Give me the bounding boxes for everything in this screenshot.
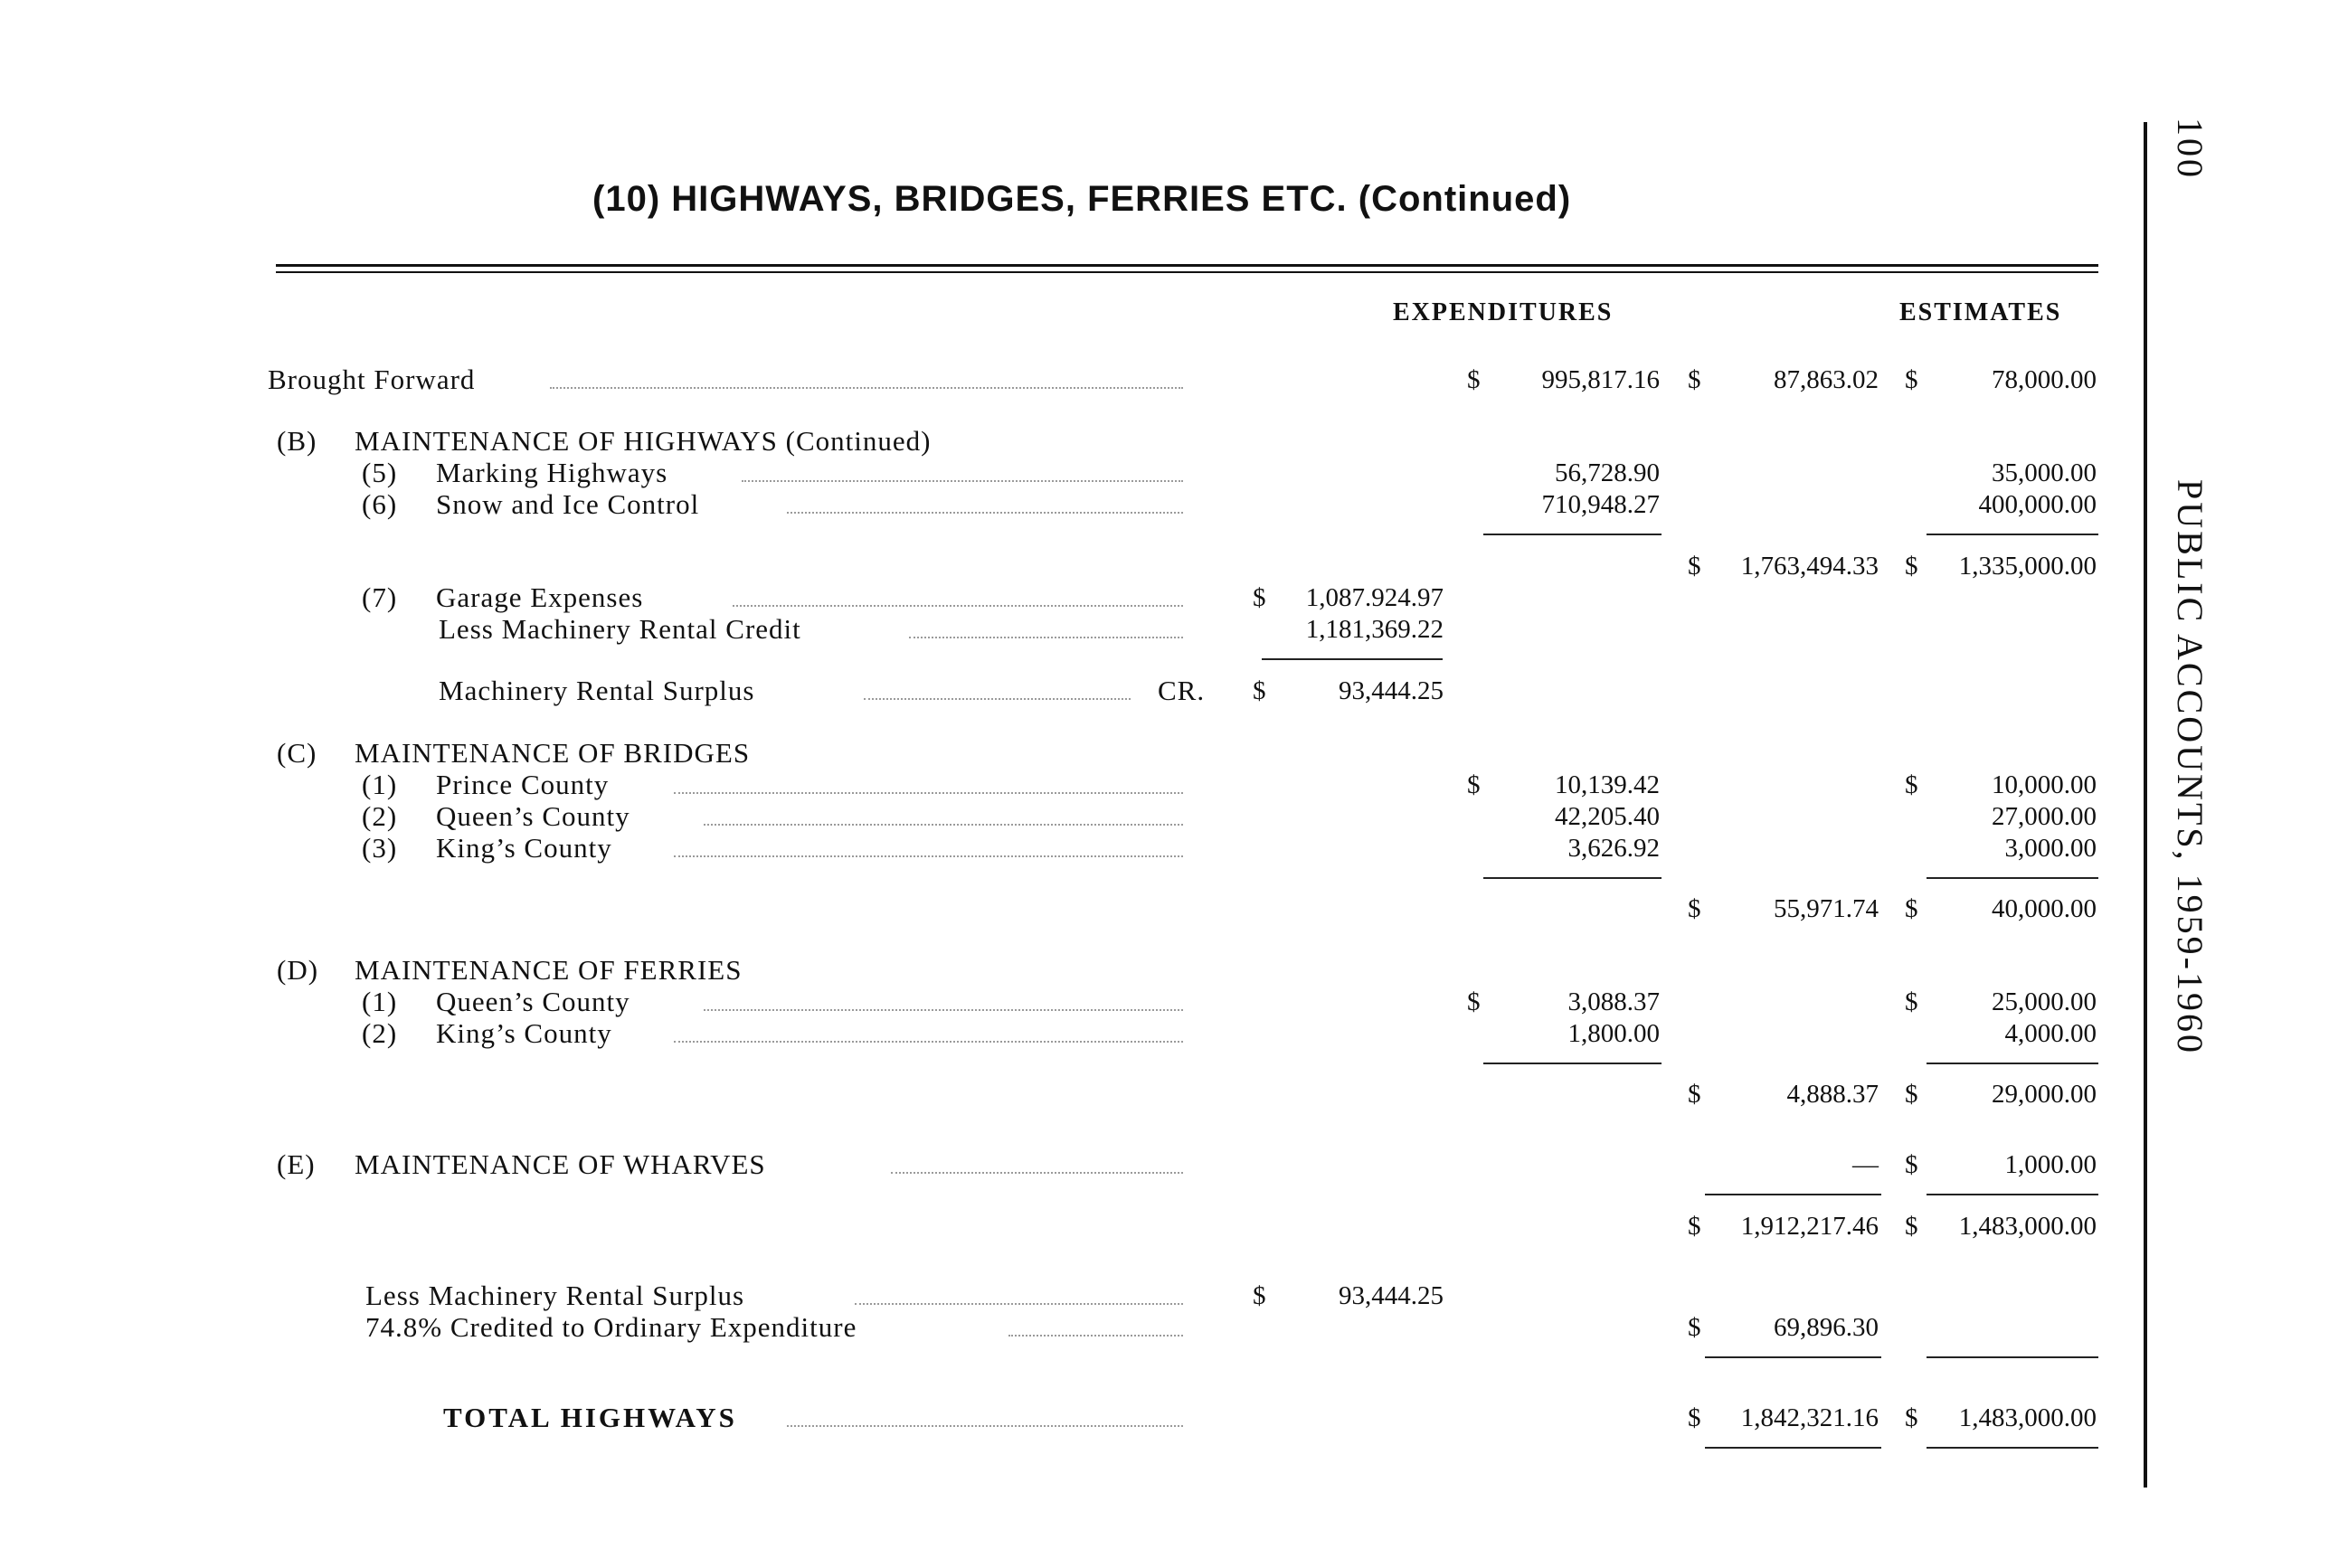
garage-expenses-amount: 1,087.924.97 [1305, 583, 1444, 612]
item-expenditure: 42,205.40 [1555, 802, 1660, 831]
currency-sign: $ [1905, 1212, 1918, 1241]
column-header-estimates: ESTIMATES [1899, 298, 2062, 326]
item-expenditure: 1,800.00 [1567, 1019, 1660, 1048]
item-label: King’s County [436, 1017, 612, 1049]
section-letter: (E) [277, 1148, 316, 1180]
leader-dots [742, 480, 1183, 482]
leader-dots [891, 1172, 1183, 1174]
item-number: (1) [362, 986, 398, 1017]
item-expenditure: 710,948.27 [1541, 490, 1660, 519]
total-rule [1705, 1447, 1881, 1449]
item-number: (1) [362, 769, 398, 800]
currency-sign: $ [1688, 1403, 1701, 1432]
currency-sign: $ [1467, 770, 1481, 799]
sum-rule [1483, 877, 1662, 879]
brought-forward-estimate: 78,000.00 [1992, 365, 2097, 394]
total-estimate: 1,483,000.00 [1958, 1403, 2097, 1432]
section-title: MAINTENANCE OF WHARVES [355, 1148, 766, 1180]
section-letter: (B) [277, 425, 317, 457]
credited-label: 74.8% Credited to Ordinary Expenditure [365, 1311, 857, 1343]
total-highways-label: TOTAL HIGHWAYS [443, 1402, 737, 1433]
section-title: MAINTENANCE OF FERRIES [355, 954, 743, 986]
section-title: MAINTENANCE OF BRIDGES [355, 737, 751, 769]
item-number: (2) [362, 800, 398, 832]
item-label: Queen’s County [436, 800, 630, 832]
margin-vertical-rule [2144, 122, 2147, 1488]
item-label: Less Machinery Rental Credit [439, 613, 801, 645]
grand-subtotal-estimate: 1,483,000.00 [1958, 1212, 2097, 1241]
item-expenditure: 3,088.37 [1567, 987, 1660, 1016]
leader-dots [550, 387, 1183, 389]
page-number: 100 [2170, 118, 2211, 180]
sum-rule [1927, 534, 2098, 535]
section-title: MAINTENANCE OF HIGHWAYS (Continued) [355, 425, 932, 457]
item-number: (3) [362, 832, 398, 864]
total-expenditure: 1,842,321.16 [1740, 1403, 1879, 1432]
leader-dots [674, 792, 1183, 794]
item-label: Prince County [436, 769, 610, 800]
item-estimate: 27,000.00 [1992, 802, 2097, 831]
credit-marker: CR. [1158, 675, 1206, 706]
leader-dots [787, 1425, 1183, 1427]
currency-sign: $ [1905, 987, 1918, 1016]
less-surplus-label: Less Machinery Rental Surplus [365, 1280, 745, 1311]
sum-rule [1927, 877, 2098, 879]
item-label: Queen’s County [436, 986, 630, 1017]
item-label: King’s County [436, 832, 612, 864]
currency-sign: $ [1688, 365, 1701, 394]
sum-rule [1483, 534, 1662, 535]
sum-rule [1927, 1063, 2098, 1064]
section-estimate-total: 29,000.00 [1992, 1080, 2097, 1109]
item-label: Garage Expenses [436, 581, 644, 613]
leader-dots [909, 637, 1183, 638]
section-subtotal: — [1852, 1150, 1879, 1179]
currency-sign: $ [1905, 1403, 1918, 1432]
sum-rule [1705, 1356, 1881, 1358]
item-expenditure: 3,626.92 [1567, 834, 1660, 863]
section-subtotal: 1,763,494.33 [1740, 552, 1879, 581]
less-surplus-amount: 93,444.25 [1339, 1281, 1444, 1310]
column-header-expenditures: EXPENDITURES [1393, 298, 1614, 326]
section-letter: (C) [277, 737, 317, 769]
leader-dots [855, 1303, 1183, 1305]
running-head: PUBLIC ACCOUNTS, 1959-1960 [2170, 479, 2211, 1055]
currency-sign: $ [1688, 552, 1701, 581]
section-estimate-total: 40,000.00 [1992, 894, 2097, 923]
item-estimate: 10,000.00 [1992, 770, 2097, 799]
item-expenditure: 56,728.90 [1555, 458, 1660, 487]
leader-dots [704, 1009, 1183, 1011]
currency-sign: $ [1905, 1080, 1918, 1109]
item-estimate: 3,000.00 [2004, 834, 2097, 863]
section-estimate-total: 1,335,000.00 [1958, 552, 2097, 581]
leader-dots [787, 512, 1183, 514]
total-rule [1927, 1447, 2098, 1449]
currency-sign: $ [1467, 365, 1481, 394]
section-letter: (D) [277, 954, 319, 986]
brought-forward-label: Brought Forward [268, 364, 476, 395]
currency-sign: $ [1905, 365, 1918, 394]
leader-dots [674, 855, 1183, 857]
item-number: (2) [362, 1017, 398, 1049]
currency-sign: $ [1253, 676, 1266, 705]
currency-sign: $ [1253, 1281, 1266, 1310]
page-title: (10) HIGHWAYS, BRIDGES, FERRIES ETC. (Continued) [592, 179, 1572, 219]
leader-dots [1008, 1335, 1183, 1337]
rental-surplus-amount: 93,444.25 [1339, 676, 1444, 705]
item-label: Snow and Ice Control [436, 488, 700, 520]
currency-sign: $ [1905, 1150, 1918, 1179]
sum-rule [1262, 658, 1443, 660]
item-number: (5) [362, 457, 398, 488]
grand-subtotal-expenditure: 1,912,217.46 [1740, 1212, 1879, 1241]
item-label: Machinery Rental Surplus [439, 675, 755, 706]
item-estimate: 25,000.00 [1992, 987, 2097, 1016]
currency-sign: $ [1905, 770, 1918, 799]
section-subtotal: 4,888.37 [1786, 1080, 1879, 1109]
sum-rule [1483, 1063, 1662, 1064]
item-number: (7) [362, 581, 398, 613]
credited-amount: 69,896.30 [1774, 1313, 1879, 1342]
section-subtotal: 55,971.74 [1774, 894, 1879, 923]
header-rule-top [276, 264, 2098, 267]
currency-sign: $ [1688, 1080, 1701, 1109]
header-rule-bottom [276, 271, 2098, 273]
currency-sign: $ [1905, 552, 1918, 581]
item-estimate: 400,000.00 [1978, 490, 2097, 519]
leader-dots [674, 1041, 1183, 1043]
item-expenditure: 10,139.42 [1555, 770, 1660, 799]
currency-sign: $ [1467, 987, 1481, 1016]
section-estimate: 1,000.00 [2004, 1150, 2097, 1179]
currency-sign: $ [1688, 894, 1701, 923]
sum-rule [1927, 1356, 2098, 1358]
leader-dots [733, 605, 1183, 607]
leader-dots [704, 824, 1183, 826]
currency-sign: $ [1688, 1212, 1701, 1241]
item-label: Marking Highways [436, 457, 668, 488]
item-estimate: 35,000.00 [1992, 458, 2097, 487]
sum-rule [1927, 1194, 2098, 1195]
currency-sign: $ [1253, 583, 1266, 612]
leader-dots [864, 698, 1131, 700]
rental-credit-amount: 1,181,369.22 [1305, 615, 1444, 644]
currency-sign: $ [1688, 1313, 1701, 1342]
brought-forward-subtotal: 87,863.02 [1774, 365, 1879, 394]
sum-rule [1705, 1194, 1881, 1195]
item-estimate: 4,000.00 [2004, 1019, 2097, 1048]
brought-forward-expenditure: 995,817.16 [1541, 365, 1660, 394]
item-number: (6) [362, 488, 398, 520]
currency-sign: $ [1905, 894, 1918, 923]
